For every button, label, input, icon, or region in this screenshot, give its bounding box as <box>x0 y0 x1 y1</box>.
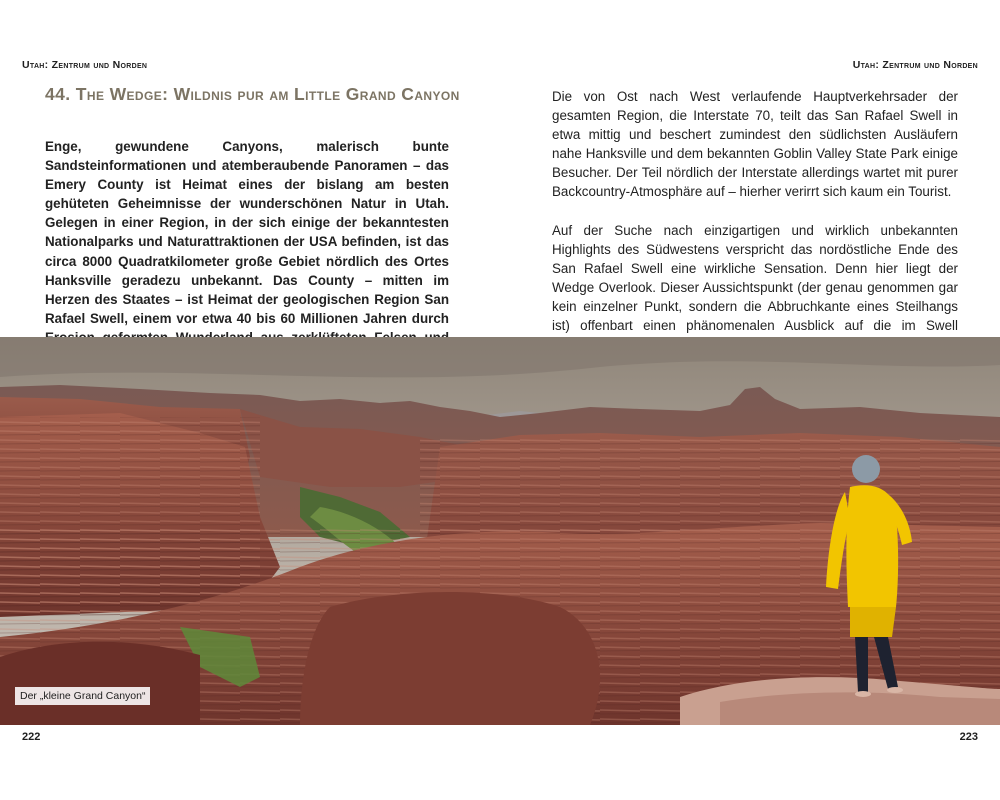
body-paragraph-2: Auf der Suche nach einzigartigen und wirklich unbekannten Highlights des Südwestens verspricht das nordöstliche Ende des San Rafael Swell eine wirkliche Sensation. Denn hier liegt der Wedge Overlook. Dieser Aussichtspunkt (der genau genommen gar kein einzelner Punkt, sondern die Abbruchkante eines Steilhangs ist) offenbart einen phänomenalen Ausblick auf die im Swell <box>552 222 958 334</box>
page-number-right: 223 <box>959 731 978 743</box>
page-number-left: 222 <box>22 731 41 743</box>
running-head-left: Utah: Zentrum und Norden <box>22 59 148 71</box>
lead-paragraph: Enge, gewundene Canyons, malerisch bunte Sandsteinformationen und atemberaubende Panoramen – das Emery County ist Heimat eines der bislang am besten gehüteten Geheimnisse der wunderschönen Natur in Utah. Gelegen in einer Region, in der sich einige der bekanntesten Nationalparks und Naturattraktionen der USA befinden, ist das circa 8000 Quadratkilometer große Gebiet nördlich des Ortes Hanksville geradezu unbekannt. Das County – mitten im Herzen des Staates – ist Heimat der geologischen Region San Rafael Swell, einem vor etwa 40 bis 60 Millionen Jahren durch <box>45 139 449 326</box>
body-paragraph-1: Die von Ost nach West verlaufende Hauptverkehrsader der gesamten Region, die Interstate 70, teilt das San Rafael Swell in etwa mittig und beschert zumindest den südlichsten Ausläufern nahe Hanksville und dem bekannten Goblin Valley State Park einige Besucher. Der Teil nördlich der Interstate allerdings wartet mit purer Backcountry-Atmosphäre auf – hierher verirrt sich kaum ein Tourist. <box>552 89 958 200</box>
canyon-photo <box>0 337 1000 725</box>
photo-caption: Der „kleine Grand Canyon“ <box>15 687 150 705</box>
running-head-right: Utah: Zentrum und Norden <box>852 59 978 71</box>
canyon-landscape-image <box>0 337 1000 725</box>
right-column <box>552 87 958 373</box>
chapter-title: 44. The Wedge: Wildnis pur am Little Grand Canyon <box>45 84 460 104</box>
